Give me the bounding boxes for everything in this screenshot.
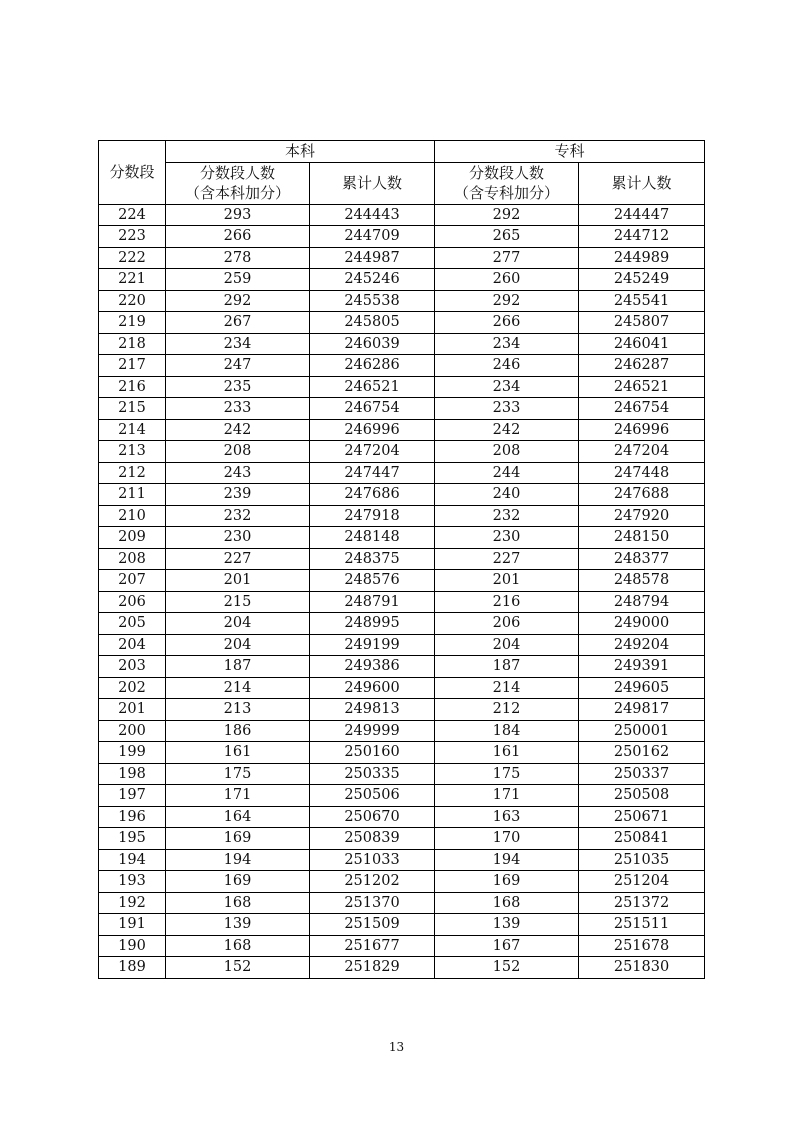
junior-cumulative-cell: 251511 (579, 914, 705, 936)
junior-count-cell: 233 (435, 398, 579, 420)
undergrad-cumulative-cell: 249199 (310, 634, 435, 656)
undergrad-cumulative-cell: 244709 (310, 226, 435, 248)
undergrad-cumulative-cell: 246286 (310, 355, 435, 377)
score-cell: 203 (99, 656, 166, 678)
score-cell: 223 (99, 226, 166, 248)
junior-cumulative-cell: 251035 (579, 849, 705, 871)
undergrad-count-cell: 214 (166, 677, 310, 699)
junior-cumulative-cell: 246996 (579, 419, 705, 441)
junior-count-cell: 170 (435, 828, 579, 850)
undergrad-cumulative-cell: 244987 (310, 247, 435, 269)
undergrad-cumulative-cell: 249999 (310, 720, 435, 742)
junior-count-cell: 208 (435, 441, 579, 463)
undergrad-cumulative-cell: 251509 (310, 914, 435, 936)
score-cell: 206 (99, 591, 166, 613)
score-cell: 194 (99, 849, 166, 871)
junior-count-cell: 187 (435, 656, 579, 678)
undergrad-cumulative-cell: 248148 (310, 527, 435, 549)
junior-count-cell: 292 (435, 204, 579, 226)
junior-count-cell: 234 (435, 333, 579, 355)
junior-count-cell: 266 (435, 312, 579, 334)
junior-cumulative-cell: 246754 (579, 398, 705, 420)
undergrad-count-cell: 259 (166, 269, 310, 291)
table-row (99, 505, 705, 527)
undergrad-cumulative-cell: 251202 (310, 871, 435, 893)
undergrad-cumulative-cell: 246754 (310, 398, 435, 420)
table-row (99, 484, 705, 506)
score-cell: 224 (99, 204, 166, 226)
junior-count-cell: 194 (435, 849, 579, 871)
junior-count-cell: 139 (435, 914, 579, 936)
header-row-sub (99, 162, 705, 204)
score-cell: 191 (99, 914, 166, 936)
undergrad-count-cell: 194 (166, 849, 310, 871)
junior-group-header: 专科 (435, 141, 705, 163)
table-row (99, 935, 705, 957)
undergrad-count-cell: 168 (166, 892, 310, 914)
junior-cumulative-cell: 249391 (579, 656, 705, 678)
undergrad-count-cell: 187 (166, 656, 310, 678)
undergrad-count-cell: 161 (166, 742, 310, 764)
undergrad-cumulative-cell: 250335 (310, 763, 435, 785)
table-row (99, 871, 705, 893)
junior-count-cell: 292 (435, 290, 579, 312)
table-row (99, 333, 705, 355)
score-cell: 189 (99, 957, 166, 979)
table-row (99, 914, 705, 936)
page-number: 13 (388, 1040, 405, 1054)
undergrad-count-cell: 278 (166, 247, 310, 269)
undergrad-cumulative-cell: 245246 (310, 269, 435, 291)
undergrad-count-cell: 292 (166, 290, 310, 312)
table-row (99, 634, 705, 656)
undergrad-count-cell: 213 (166, 699, 310, 721)
undergrad-count-cell: 169 (166, 871, 310, 893)
table-row (99, 376, 705, 398)
junior-cumulative-cell: 248794 (579, 591, 705, 613)
score-cell: 208 (99, 548, 166, 570)
undergrad-cumulative-cell: 251370 (310, 892, 435, 914)
junior-count-cell: 244 (435, 462, 579, 484)
undergrad-cumulative-cell: 250160 (310, 742, 435, 764)
junior-count-cell: 171 (435, 785, 579, 807)
score-cell: 190 (99, 935, 166, 957)
undergrad-cumulative-cell: 247447 (310, 462, 435, 484)
junior-cumulative-cell: 248150 (579, 527, 705, 549)
undergrad-count-cell: 230 (166, 527, 310, 549)
score-cell: 217 (99, 355, 166, 377)
score-cell: 198 (99, 763, 166, 785)
score-cell: 218 (99, 333, 166, 355)
junior-cumulative-cell: 245249 (579, 269, 705, 291)
table-row (99, 806, 705, 828)
score-cell: 215 (99, 398, 166, 420)
undergrad-count-cell: 233 (166, 398, 310, 420)
junior-cumulative-cell: 246521 (579, 376, 705, 398)
table-row (99, 957, 705, 979)
score-cell: 193 (99, 871, 166, 893)
junior-cumulative-cell: 249817 (579, 699, 705, 721)
junior-cumulative-cell: 251678 (579, 935, 705, 957)
junior-cumulative-cell: 250671 (579, 806, 705, 828)
junior-count-cell: 212 (435, 699, 579, 721)
undergrad-cumulative-cell: 245805 (310, 312, 435, 334)
undergrad-cumulative-cell: 246039 (310, 333, 435, 355)
junior-cumulative-cell: 245807 (579, 312, 705, 334)
undergrad-count-cell: 175 (166, 763, 310, 785)
undergrad-cumulative-header: 累计人数 (310, 162, 435, 204)
junior-count-cell: 184 (435, 720, 579, 742)
score-cell: 201 (99, 699, 166, 721)
junior-count-cell: 175 (435, 763, 579, 785)
undergrad-count-cell: 239 (166, 484, 310, 506)
junior-cumulative-cell: 246041 (579, 333, 705, 355)
junior-cumulative-cell: 248578 (579, 570, 705, 592)
junior-cumulative-cell: 251204 (579, 871, 705, 893)
junior-cumulative-cell: 247688 (579, 484, 705, 506)
table-header (99, 141, 705, 205)
undergrad-cumulative-cell: 251677 (310, 935, 435, 957)
table-body (99, 204, 705, 978)
table-row (99, 226, 705, 248)
junior-count-cell: 277 (435, 247, 579, 269)
undergrad-count-cell: 152 (166, 957, 310, 979)
table-row (99, 462, 705, 484)
junior-cumulative-cell: 245541 (579, 290, 705, 312)
table-row (99, 570, 705, 592)
undergrad-count-header: 分数段人数 （含本科加分） (166, 162, 310, 204)
undergrad-count-cell: 168 (166, 935, 310, 957)
junior-cumulative-cell: 251372 (579, 892, 705, 914)
table-row (99, 849, 705, 871)
junior-cumulative-cell: 247204 (579, 441, 705, 463)
score-cell: 213 (99, 441, 166, 463)
junior-cumulative-cell: 244712 (579, 226, 705, 248)
junior-count-cell: 240 (435, 484, 579, 506)
junior-cumulative-cell: 249204 (579, 634, 705, 656)
undergrad-cumulative-cell: 251033 (310, 849, 435, 871)
undergrad-cumulative-cell: 249386 (310, 656, 435, 678)
score-cell: 204 (99, 634, 166, 656)
undergrad-cumulative-cell: 248995 (310, 613, 435, 635)
junior-count-cell: 227 (435, 548, 579, 570)
junior-count-cell: 167 (435, 935, 579, 957)
score-cell: 219 (99, 312, 166, 334)
score-cell: 212 (99, 462, 166, 484)
score-cell: 209 (99, 527, 166, 549)
score-cell: 221 (99, 269, 166, 291)
undergrad-cumulative-cell: 247918 (310, 505, 435, 527)
score-cell: 200 (99, 720, 166, 742)
undergrad-cumulative-cell: 244443 (310, 204, 435, 226)
junior-cumulative-cell: 248377 (579, 548, 705, 570)
score-cell: 207 (99, 570, 166, 592)
score-cell: 216 (99, 376, 166, 398)
junior-cumulative-cell: 250337 (579, 763, 705, 785)
undergrad-count-cell: 201 (166, 570, 310, 592)
score-cell: 222 (99, 247, 166, 269)
undergrad-cumulative-cell: 246521 (310, 376, 435, 398)
table-row (99, 398, 705, 420)
score-cell: 196 (99, 806, 166, 828)
undergrad-cumulative-cell: 245538 (310, 290, 435, 312)
table-row (99, 699, 705, 721)
junior-cumulative-cell: 251830 (579, 957, 705, 979)
undergrad-cumulative-cell: 250670 (310, 806, 435, 828)
undergrad-count-cell: 235 (166, 376, 310, 398)
table-row (99, 763, 705, 785)
score-column-header: 分数段 (99, 141, 166, 205)
table-row (99, 527, 705, 549)
junior-count-cell: 234 (435, 376, 579, 398)
score-cell: 195 (99, 828, 166, 850)
score-cell: 197 (99, 785, 166, 807)
junior-cumulative-cell: 249000 (579, 613, 705, 635)
table-row (99, 613, 705, 635)
table-row (99, 441, 705, 463)
header-row-groups (99, 141, 705, 163)
junior-count-cell: 232 (435, 505, 579, 527)
junior-count-cell: 214 (435, 677, 579, 699)
undergrad-cumulative-cell: 247686 (310, 484, 435, 506)
junior-cumulative-cell: 244989 (579, 247, 705, 269)
junior-count-cell: 260 (435, 269, 579, 291)
junior-count-cell: 242 (435, 419, 579, 441)
undergrad-count-cell: 232 (166, 505, 310, 527)
junior-count-cell: 163 (435, 806, 579, 828)
junior-count-cell: 230 (435, 527, 579, 549)
undergrad-count-cell: 169 (166, 828, 310, 850)
table-row (99, 677, 705, 699)
table-row (99, 591, 705, 613)
table-row (99, 828, 705, 850)
junior-count-cell: 152 (435, 957, 579, 979)
undergrad-cumulative-cell: 251829 (310, 957, 435, 979)
junior-count-cell: 265 (435, 226, 579, 248)
junior-cumulative-cell: 250162 (579, 742, 705, 764)
junior-cumulative-header: 累计人数 (579, 162, 705, 204)
undergrad-cumulative-cell: 250506 (310, 785, 435, 807)
score-cell: 214 (99, 419, 166, 441)
undergrad-count-cell: 242 (166, 419, 310, 441)
table-row (99, 247, 705, 269)
undergrad-count-cell: 204 (166, 634, 310, 656)
table-row (99, 742, 705, 764)
undergrad-cumulative-cell: 248576 (310, 570, 435, 592)
junior-count-cell: 206 (435, 613, 579, 635)
undergrad-count-cell: 139 (166, 914, 310, 936)
junior-count-cell: 216 (435, 591, 579, 613)
undergrad-count-cell: 227 (166, 548, 310, 570)
junior-cumulative-cell: 250001 (579, 720, 705, 742)
undergrad-count-cell: 267 (166, 312, 310, 334)
undergrad-count-cell: 204 (166, 613, 310, 635)
score-cell: 205 (99, 613, 166, 635)
junior-cumulative-cell: 246287 (579, 355, 705, 377)
junior-cumulative-cell: 247920 (579, 505, 705, 527)
junior-cumulative-cell: 250508 (579, 785, 705, 807)
table-row (99, 419, 705, 441)
score-cell: 192 (99, 892, 166, 914)
undergrad-group-header: 本科 (166, 141, 435, 163)
junior-cumulative-cell: 249605 (579, 677, 705, 699)
undergrad-cumulative-cell: 247204 (310, 441, 435, 463)
undergrad-count-cell: 243 (166, 462, 310, 484)
table-row (99, 269, 705, 291)
table-row (99, 785, 705, 807)
junior-count-cell: 246 (435, 355, 579, 377)
undergrad-cumulative-cell: 249600 (310, 677, 435, 699)
table-row (99, 204, 705, 226)
table-row (99, 312, 705, 334)
score-cell: 199 (99, 742, 166, 764)
undergrad-count-cell: 208 (166, 441, 310, 463)
junior-count-cell: 168 (435, 892, 579, 914)
undergrad-count-cell: 164 (166, 806, 310, 828)
score-cell: 202 (99, 677, 166, 699)
undergrad-count-cell: 171 (166, 785, 310, 807)
score-cell: 210 (99, 505, 166, 527)
score-distribution-table (98, 140, 705, 979)
table-row (99, 290, 705, 312)
undergrad-cumulative-cell: 250839 (310, 828, 435, 850)
junior-count-header: 分数段人数 （含专科加分） (435, 162, 579, 204)
undergrad-cumulative-cell: 249813 (310, 699, 435, 721)
undergrad-count-cell: 266 (166, 226, 310, 248)
junior-count-cell: 201 (435, 570, 579, 592)
undergrad-count-cell: 186 (166, 720, 310, 742)
table-row (99, 656, 705, 678)
undergrad-count-cell: 234 (166, 333, 310, 355)
junior-count-cell: 169 (435, 871, 579, 893)
undergrad-count-cell: 293 (166, 204, 310, 226)
table-row (99, 720, 705, 742)
junior-count-cell: 204 (435, 634, 579, 656)
junior-cumulative-cell: 244447 (579, 204, 705, 226)
score-cell: 211 (99, 484, 166, 506)
junior-count-cell: 161 (435, 742, 579, 764)
table-row (99, 355, 705, 377)
score-cell: 220 (99, 290, 166, 312)
junior-cumulative-cell: 247448 (579, 462, 705, 484)
junior-cumulative-cell: 250841 (579, 828, 705, 850)
undergrad-count-cell: 215 (166, 591, 310, 613)
undergrad-cumulative-cell: 248375 (310, 548, 435, 570)
table-row (99, 548, 705, 570)
table-row (99, 892, 705, 914)
undergrad-count-cell: 247 (166, 355, 310, 377)
undergrad-cumulative-cell: 246996 (310, 419, 435, 441)
undergrad-cumulative-cell: 248791 (310, 591, 435, 613)
